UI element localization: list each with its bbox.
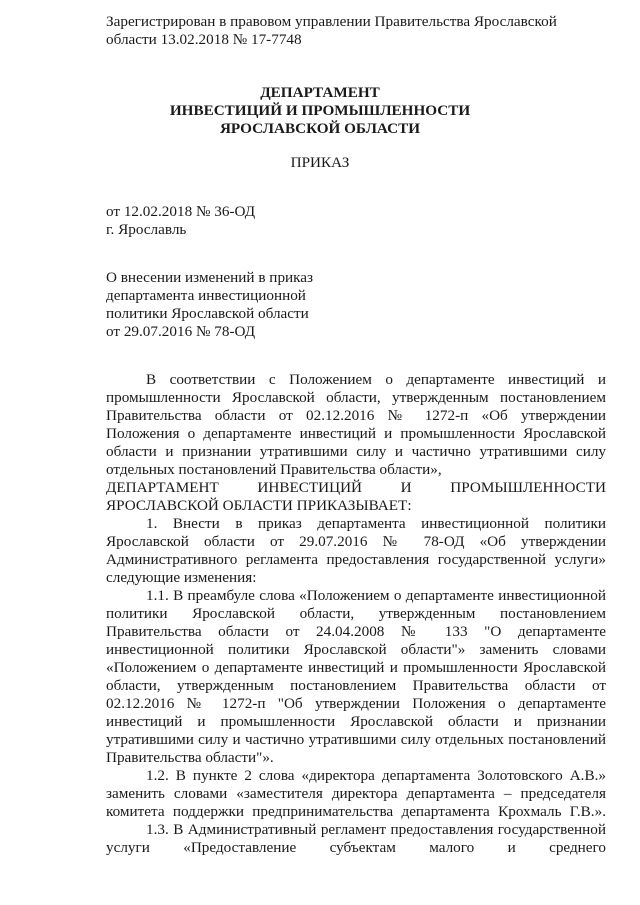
body-line: Административного регламента предоставления государственной услуги»	[106, 551, 606, 568]
body-line: политики Ярославской области, утвержденным постановлением	[106, 605, 606, 622]
body-line: 1.2. В пункте 2 слова «директора департамента Золотовского А.В.»	[146, 767, 606, 784]
department-header-line-3: ЯРОСЛАВСКОЙ ОБЛАСТИ	[219, 120, 421, 137]
body-line: инвестиций и промышленности Ярославской области и признании	[106, 713, 606, 730]
body-line: Правительства области от 24.04.2008 № 133 "О департаменте	[106, 623, 606, 640]
body-line: утратившими силу и частично утратившими силу отдельных постановлений	[106, 731, 606, 748]
department-header-line-2: ИНВЕСТИЦИЙ И ПРОМЫШЛЕННОСТИ	[169, 102, 471, 119]
subject-line-4: от 29.07.2016 № 78-ОД	[106, 323, 256, 340]
body-line: услуги «Предоставление субъектам малого и среднего	[106, 839, 606, 856]
body-line: следующие изменения:	[106, 569, 257, 586]
department-header-line-1: ДЕПАРТАМЕНТ	[260, 84, 380, 101]
body-line: 02.12.2016 № 1272-п "Об утверждении Положения о департаменте	[106, 695, 606, 712]
body-line: промышленности Ярославской области, утвержденным постановлением	[106, 389, 606, 406]
body-line: ДЕПАРТАМЕНТ ИНВЕСТИЦИЙ И ПРОМЫШЛЕННОСТИ	[106, 479, 606, 496]
body-line: области и признании утратившими силу и частично утратившими силу	[106, 443, 606, 460]
registration-line-1: Зарегистрирован в правовом управлении Правительства Ярославской	[106, 13, 557, 30]
body-line: инвестиционной политики Ярославской области"» заменить словами	[106, 641, 606, 658]
body-line: области, утвержденным постановлением Правительства области от	[106, 677, 606, 694]
body-line: 1. Внести в приказ департамента инвестиционной политики	[146, 515, 606, 532]
subject-line-3: политики Ярославской области	[106, 305, 309, 322]
body-line: ЯРОСЛАВСКОЙ ОБЛАСТИ ПРИКАЗЫВАЕТ:	[106, 497, 412, 514]
body-line: «Положением о департаменте инвестиций и промышленности Ярославской	[106, 659, 606, 676]
order-date-number: от 12.02.2018 № 36-ОД	[106, 203, 256, 220]
registration-line-2: области 13.02.2018 № 17-7748	[106, 31, 302, 48]
order-city: г. Ярославль	[106, 221, 187, 238]
body-line: В соответствии с Положением о департаменте инвестиций и	[146, 371, 606, 388]
body-line: Правительства области от 02.12.2016 № 1272-п «Об утверждении	[106, 407, 606, 424]
body-line: Положения о департаменте инвестиций и промышленности Ярославской	[106, 425, 606, 442]
subject-line-2: департамента инвестиционной	[106, 287, 306, 304]
body-line: заменить словами «заместителя директора департамента – председателя	[106, 785, 606, 802]
doc-type-title: ПРИКАЗ	[290, 154, 350, 171]
body-line: 1.1. В преамбуле слова «Положением о департаменте инвестиционной	[146, 587, 606, 604]
body-line: 1.3. В Административный регламент предоставления государственной	[146, 821, 606, 838]
body-line: Ярославской области от 29.07.2016 № 78-ОД «Об утверждении	[106, 533, 606, 550]
body-line: отдельных постановлений Правительства области»,	[106, 461, 442, 478]
body-line: Правительства области"».	[106, 749, 274, 766]
subject-line-1: О внесении изменений в приказ	[106, 269, 314, 286]
body-line: комитета поддержки предпринимательства департамента Крохмаль Г.В.».	[106, 803, 606, 820]
